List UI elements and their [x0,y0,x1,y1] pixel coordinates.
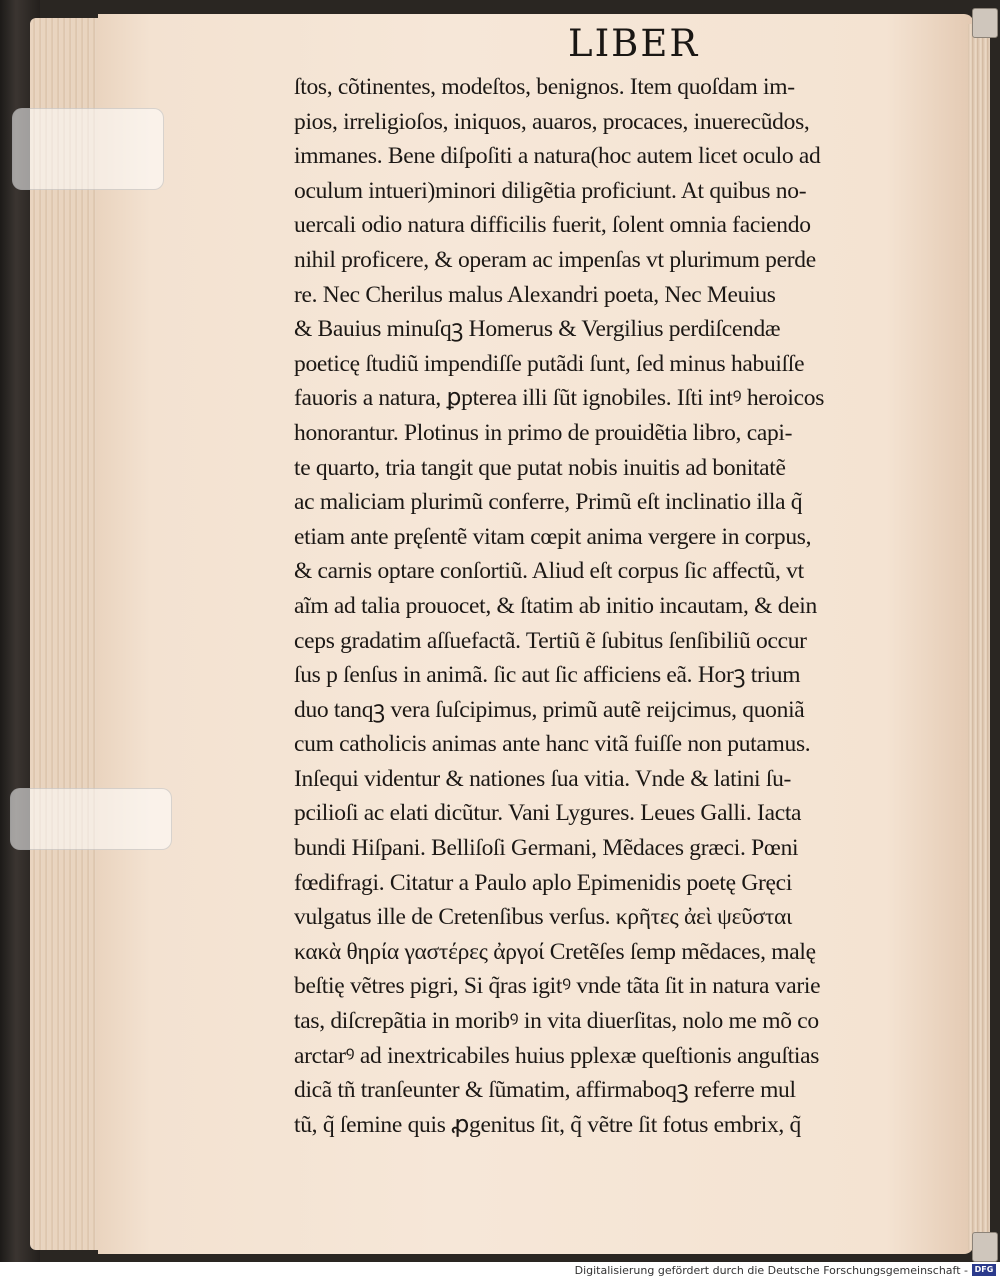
text-line: pios, irreligioſos, iniquos, auaros, procaces, inuerecũdos, [294,108,810,135]
text-line: nihil proficere, & operam ac impenſas vt plurimum perde [294,246,816,273]
text-line: ac maliciam plurimũ conferre, Primũ eſt inclinatio illa q̃ [294,489,803,516]
text-line: poeticę ſtudiũ impendiſſe putãdi ſunt, ſed minus habuiſſe [294,350,805,377]
text-line: te quarto, tria tangit que putat nobis inuitis ad bonitatẽ [294,454,786,481]
text-line: fauoris a natura, ꝑpterea illi ſũt ignobiles. Iſti intꝰ heroicos [294,385,825,412]
transparent-tab-top [12,108,164,190]
text-line: honorantur. Plotinus in primo de prouidẽtia libro, capi- [294,419,793,446]
text-line: uercali odio natura difficilis fuerit, ſolent omnia faciendo [294,212,811,239]
text-line: pcilioſi ac elati dicũtur. Vani Lygures. Leues Galli. Iacta [294,800,802,827]
text-line: etiam ante pręſentẽ vitam cœpit anima vergere in corpus, [294,523,812,550]
body-text [294,70,938,1142]
text-line: ſus p ſenſus in animã. ſic aut ſic afficiens eã. Horꝫ trium [294,662,801,689]
text-line: & carnis optare conſortiũ. Aliud eſt corpus ſic affectũ, vt [294,558,804,585]
text-line: arctarꝰ ad inextricabiles huius pplexæ queſtionis anguſtias [294,1042,820,1069]
text-line: cum catholicis animas ante hanc vitã fuiſſe non putamus. [294,731,811,758]
text-line: re. Nec Cherilus malus Alexandri poeta, Nec Meuius [294,281,776,308]
text-line: beſtię vẽtres pigri, Si q̃ras igitꝰ vnde tãta ſit in natura varie [294,973,821,1000]
text-line: Inſequi videntur & nationes ſua vitia. Vnde & latini ſu- [294,765,792,792]
text-line: ſtos, cõtinentes, modeſtos, benignos. Item quoſdam im- [294,74,795,100]
text-line: aĩm ad talia prouocet, & ſtatim ab initio incautam, & dein [294,592,817,619]
text-line: tas, diſcrepãtia in moribꝰ in vita diuerſitas, nolo me mõ co [294,1008,819,1035]
clasp-bottom [972,1232,998,1262]
transparent-tab-bottom [10,788,172,850]
text-line: fœdifragi. Citatur a Paulo aplo Epimenidis poetę Gręci [294,869,793,896]
running-head: LIBER [568,22,700,65]
text-line: dicã tñ tranſeunter & ſũmatim, affirmaboqꝫ referre mul [294,1077,796,1104]
page-stack-left [30,18,100,1250]
text-line: tũ, q̃ ſemine quis ꝓgenitus ſit, q̃ vẽtre ſit fotus embrix, q̃ [294,1111,801,1138]
text-line: immanes. Bene diſpoſiti a natura(hoc autem licet oculo ad [294,143,821,170]
clasp-top [972,8,998,38]
text-line: ceps gradatim aſſuefactã. Tertiũ ẽ ſubitus ſenſibiliũ occur [294,627,807,654]
text-line: vulgatus ille de Cretenſibus verſus. κρῆτες ἀεὶ ψεῦσται [294,904,793,931]
text-line: & Bauius minuſqꝫ Homerus & Vergilius perdiſcendæ [294,316,781,343]
text-line: κακὰ θηρία γαστέρες ἀργοί Cretẽſes ſemp mẽdaces, malę [294,938,816,965]
digitization-footer [0,1262,1000,1279]
text-line: duo tanqꝫ vera ſuſcipimus, primũ autẽ reijcimus, quoniã [294,696,805,723]
text-line: oculum intueri)minori diligẽtia proficiunt. At quibus no- [294,177,807,204]
text-line: bundi Hiſpani. Belliſoſi Germani, Mẽdaces græci. Pœni [294,835,799,862]
dfg-logo-icon: DFG [972,1264,996,1276]
page-stack-right [968,24,990,1250]
footer-credit: Digitalisierung gefördert durch die Deutsche Forschungsgemeinschaft - [574,1264,968,1277]
